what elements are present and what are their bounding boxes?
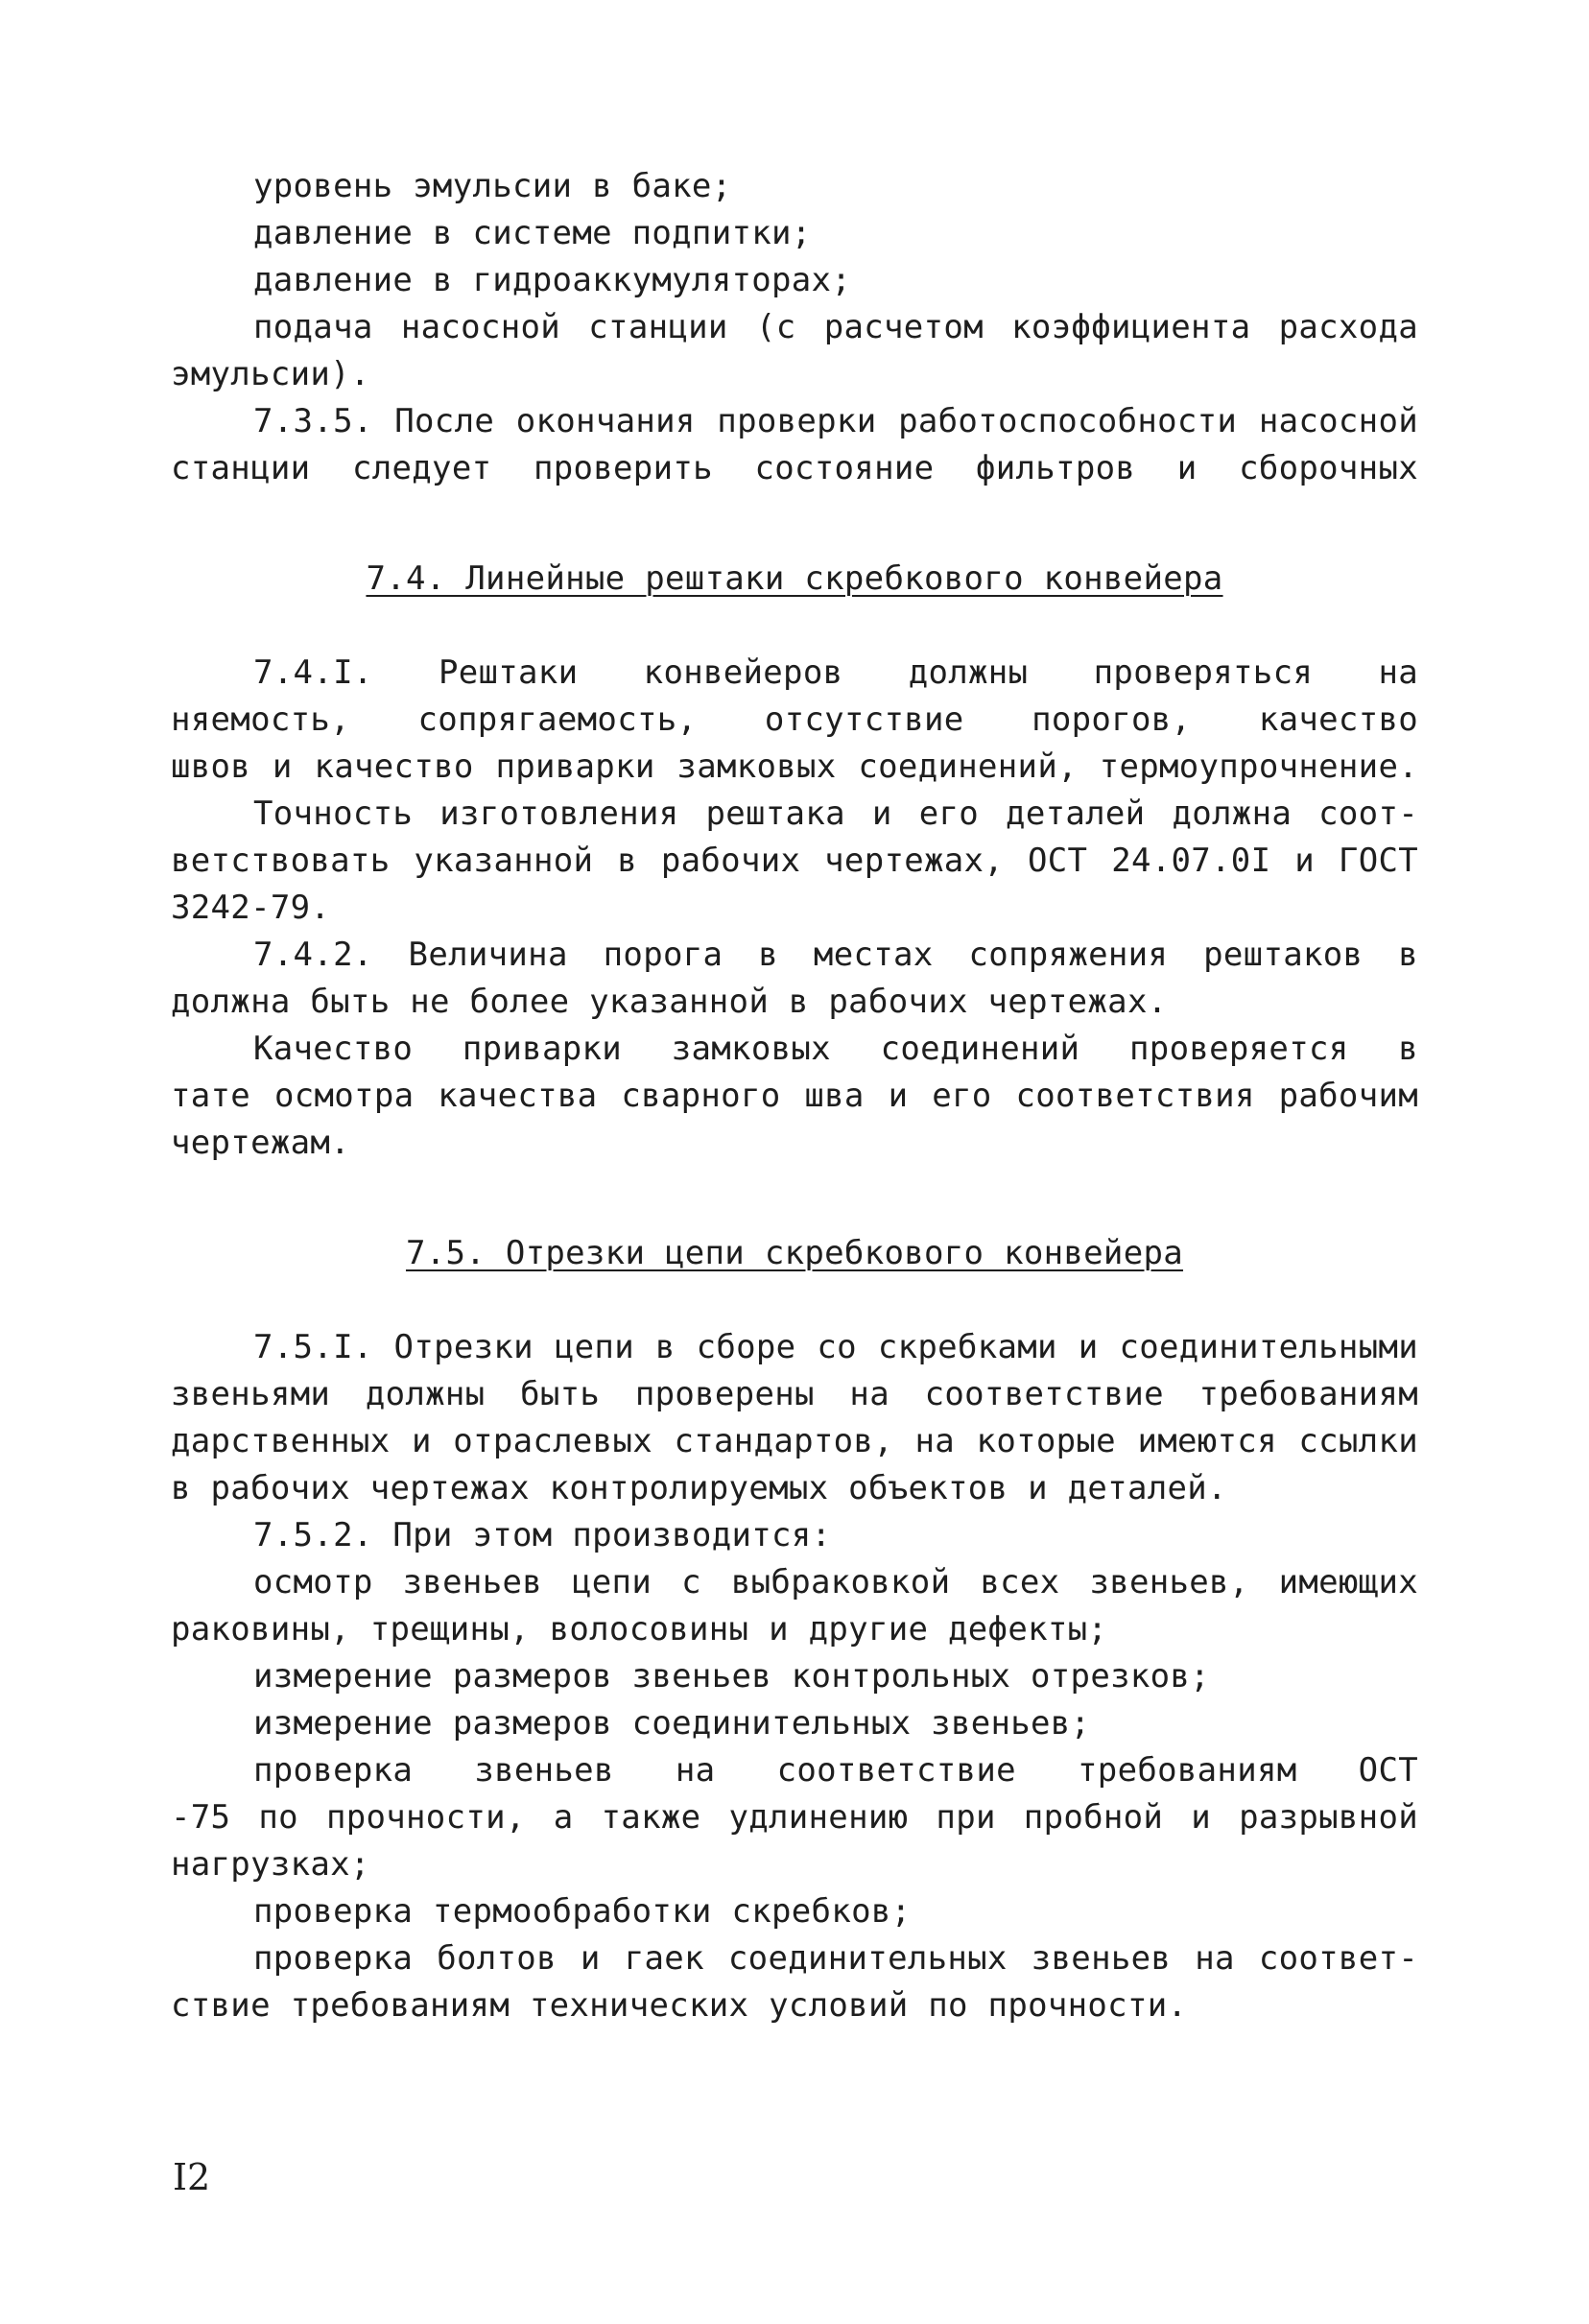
text-line: 3242-79. [171,889,331,927]
text-line: 7.5.I. Отрезки цепи в сборе со скребками и соединительными [253,1328,1418,1366]
text-line: станции следует проверить состояние фильтров и сборочных [171,449,1418,487]
text-line: 7.4.2. Величина порога в местах сопряжения рештаков в [253,936,1418,974]
spacer [171,492,1418,556]
text-line: давление в системе подпитки; [253,214,812,252]
text-line: измерение размеров звеньев контрольных отрезков; [253,1657,1210,1696]
text-line: няемость, сопрягаемость, отсутствие порогов, качество [171,700,1418,739]
text-line: дарственных и отраслевых стандартов, на которые имеются ссылки [171,1422,1418,1460]
text-line: Точность изготовления рештака и его деталей должна соот- [253,794,1418,833]
text-line: должна быть не более указанной в рабочих чертежах. [171,983,1168,1021]
text-line: звеньями должны быть проверены на соответствие требованиям [171,1375,1418,1413]
text-line: проверка звеньев на соответствие требованиям ОСТ [253,1751,1418,1790]
text-line: тате осмотра качества сварного шва и его соответствия рабочим [171,1077,1418,1115]
text-line: -75 по прочности, а также удлинению при пробной и разрывной [171,1798,1418,1837]
text-line: 7.4.I. Рештаки конвейеров должны проверяться на [253,653,1418,692]
text-line: ветствовать указанной в рабочих чертежах, ОСТ 24.07.0I и ГОСТ [171,842,1418,880]
text-line: чертежам. [171,1124,350,1162]
document-page [171,163,1418,2029]
text-line: давление в гидроаккумуляторах; [253,261,852,299]
section-heading-7-4: 7.4. Линейные рештаки скребкового конвейера [366,559,1223,598]
text-line: подача насосной станции (с расчетом коэффициента расхода [253,308,1418,346]
spacer [171,1167,1418,1230]
text-line: ствие требованиям технических условий по прочности. [171,1986,1188,2025]
text-line: измерение размеров соединительных звеньев; [253,1704,1091,1743]
text-line: проверка болтов и гаек соединительных звеньев на соответ- [253,1939,1418,1978]
spacer [171,1277,1418,1324]
text-line: в рабочих чертежах контролируемых объектов и деталей. [171,1469,1227,1507]
text-line: эмульсии). [171,355,370,393]
text-line: уровень эмульсии в баке; [253,167,732,205]
text-line: швов и качество приварки замковых соединений, термоупрочнение. [171,747,1418,786]
spacer [171,603,1418,650]
text-line: 7.3.5. После окончания проверки работоспособности насосной [253,402,1418,440]
text-line: осмотр звеньев цепи с выбраковкой всех звеньев, имеющих [253,1563,1418,1601]
text-line: 7.5.2. При этом производится: [253,1516,832,1554]
text-line: раковины, трещины, волосовины и другие дефекты; [171,1610,1108,1648]
text-line: Качество приварки замковых соединений проверяется в [253,1030,1418,1068]
page-number: I2 [173,2156,211,2198]
text-line: нагрузках; [171,1845,370,1884]
section-heading-7-5: 7.5. Отрезки цепи скребкового конвейера [405,1234,1184,1272]
text-line: проверка термообработки скребков; [253,1892,912,1931]
